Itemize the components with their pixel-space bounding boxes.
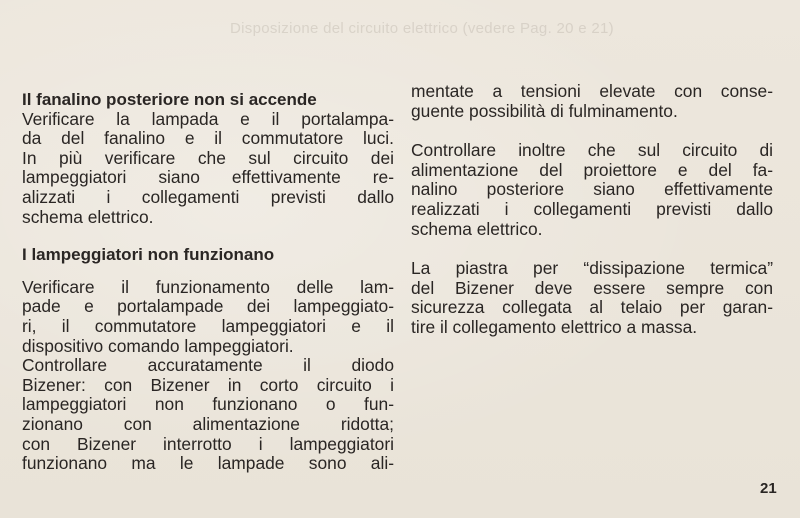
text-line: sicurezza collegata al telaio per garan- (411, 297, 773, 318)
text-line: lampeggiatori siano effettivamente re- (22, 167, 394, 188)
text-line: Verificare il funzionamento delle lam- (22, 276, 394, 297)
text-line: La piastra per “dissipazione termica” (411, 258, 773, 279)
text-line: alizzati i collegamenti previsti dallo (22, 186, 394, 207)
section-heading-indicators: I lampeggiatori non funzionano (22, 245, 275, 265)
text-line: dispositivo comando lampeggiatori. (22, 335, 294, 356)
text-line: del Bizener deve essere sempre con (411, 277, 773, 298)
text-line: mentate a tensioni elevate con conse- (411, 81, 773, 101)
text-line: Controllare inoltre che sul circuito di (411, 140, 773, 161)
right-column (411, 82, 773, 338)
text-line: zionano con alimentazione ridotta; (22, 413, 394, 434)
bleed-through-header: Disposizione del circuito elettrico (vedere Pag. 20 e 21) (230, 20, 614, 37)
text-line: tire il collegamento elettrico a massa. (411, 316, 698, 337)
text-line: nalino posteriore siano effettivamente (411, 179, 773, 200)
text-line: da del fanalino e il commutatore luci. (22, 128, 394, 149)
text-line: realizzati i collegamenti previsti dallo (411, 198, 773, 219)
text-line: Verificare la lampada e il portalampa- (22, 108, 394, 129)
text-line: schema elettrico. (411, 218, 543, 239)
left-column (22, 82, 394, 474)
text-line: schema elettrico. (22, 206, 154, 227)
page-number: 21 (760, 480, 777, 497)
text-line: con Bizener interrotto i lampeggiatori (22, 433, 394, 454)
text-line: pade e portalampade dei lampeggiato- (22, 296, 394, 317)
text-line: In più verificare che sul circuito dei (22, 147, 394, 168)
text-line: Controllare accuratamente il diodo (22, 355, 394, 376)
text-line: lampeggiatori non funzionano o fun- (22, 394, 394, 415)
text-line: guente possibilità di fulminamento. (411, 100, 678, 121)
text-line: Bizener: con Bizener in corto circuito i (22, 374, 394, 395)
text-line: ri, il commutatore lampeggiatori e il (22, 315, 394, 336)
text-line: funzionano ma le lampade sono ali- (22, 453, 394, 474)
section-heading-tail-light: Il fanalino posteriore non si accende (22, 90, 317, 109)
text-line: alimentazione del proiettore e del fa- (411, 159, 773, 180)
